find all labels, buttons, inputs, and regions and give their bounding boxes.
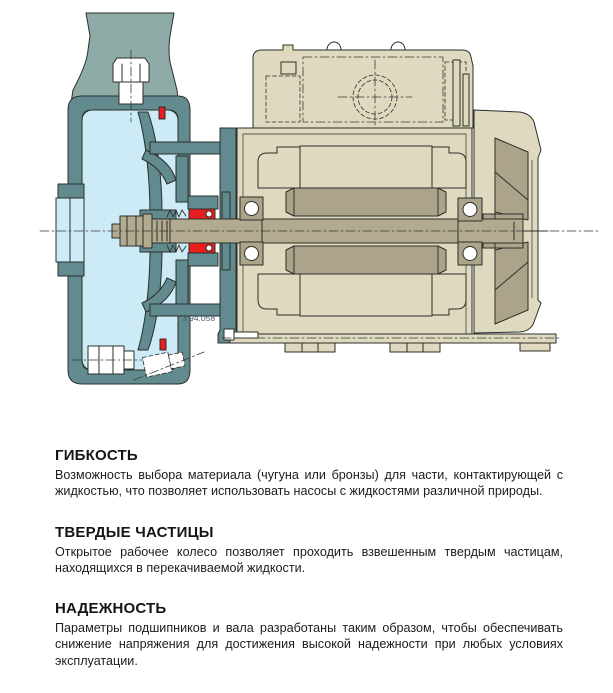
feature-sections: [55, 447, 563, 693]
section-heading: НАДЕЖНОСТЬ: [55, 600, 167, 618]
section-heading: ТВЕРДЫЕ ЧАСТИЦЫ: [55, 523, 214, 541]
suction-wall-top: [58, 184, 84, 198]
lifting-hook-icon: [327, 42, 341, 50]
motor-section: [222, 42, 560, 352]
gasket-top: [159, 107, 165, 119]
lifting-hook-icon: [391, 42, 405, 50]
gasket-bottom: [160, 339, 166, 350]
feature-section-reliability: [55, 600, 563, 669]
terminal-box: [253, 42, 473, 135]
section-body: Возможность выбора материала (чугуна или бронзы) для части, контактирующей с жидкостью, что позволяет использовать насосы с жидкостями различной природы.: [55, 468, 563, 499]
section-heading: ГИБКОСТЬ: [55, 447, 138, 464]
figure-label: 3.94.058: [182, 313, 216, 323]
suction-wall-bottom: [58, 262, 84, 276]
feature-section-flexibility: [55, 447, 563, 500]
section-body: Открытое рабочее колесо позволяет проходить взвешенным твердым частицам, находящихся в перекачиваемой жидкости.: [55, 544, 563, 575]
pump-section: [56, 13, 241, 384]
feature-section-solid-particles: [55, 524, 563, 577]
section-body: Параметры подшипников и вала разработаны таким образом, чтобы обеспечивать снижение напряжения для достижения высокой надежности при любых условиях эксплуатации.: [55, 621, 563, 668]
